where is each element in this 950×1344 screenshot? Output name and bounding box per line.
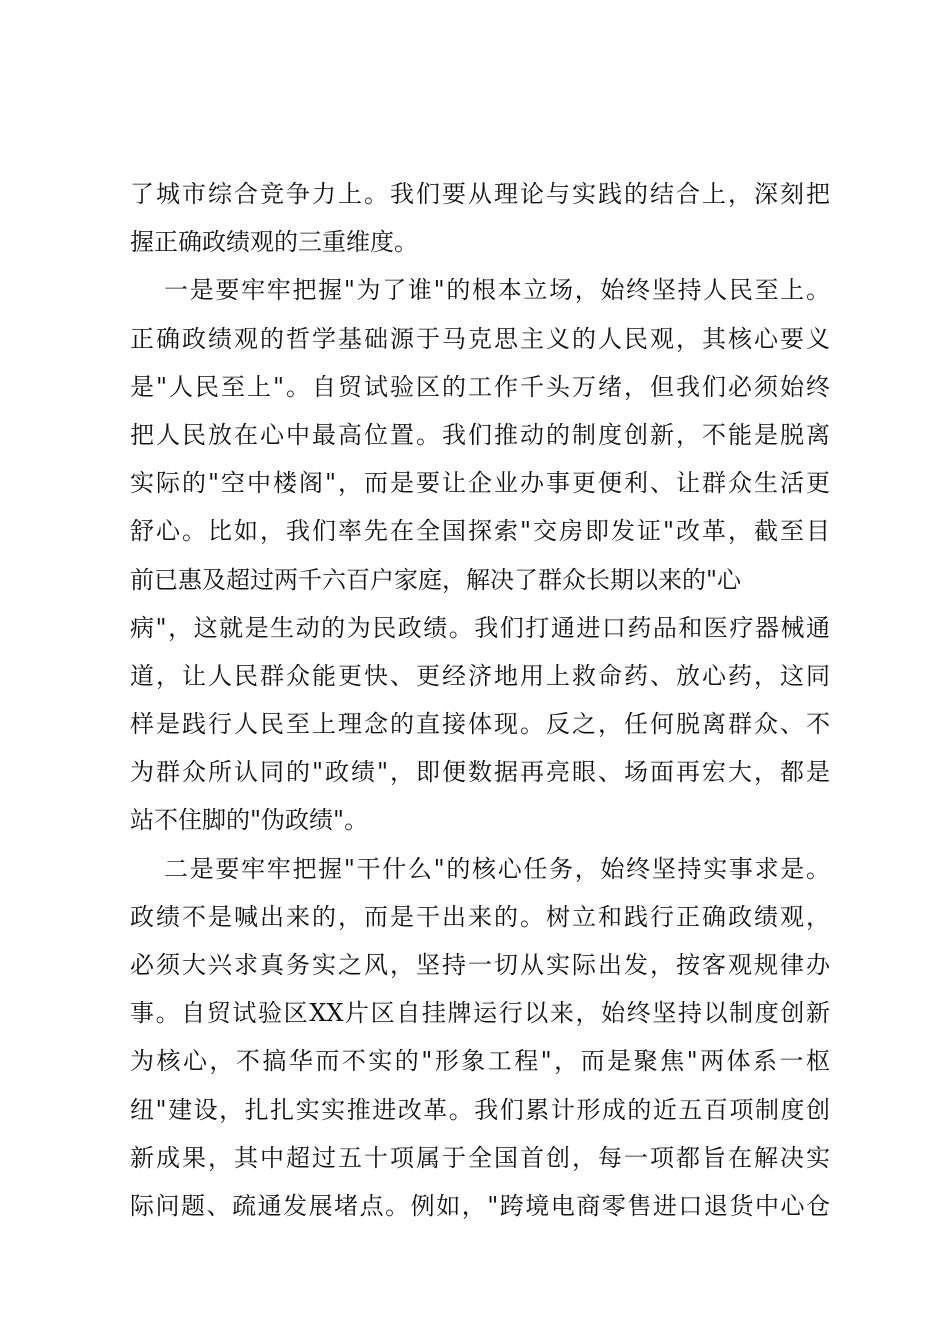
text-line: 是"人民至上"。自贸试验区的工作千头万绪，但我们必须始终 — [130, 372, 830, 401]
text-line: 站不住脚的"伪政绩"。 — [130, 806, 369, 835]
text-line: 正确政绩观的哲学基础源于马克思主义的人民观，其核心要义 — [130, 324, 830, 353]
text-line: 为群众所认同的"政绩"，即便数据再亮眼、场面再宏大，都是 — [130, 758, 830, 787]
body-text — [130, 170, 830, 1230]
text-line: 样是践行人民至上理念的直接体现。反之，任何脱离群众、不 — [130, 710, 830, 739]
text-line: 为核心，不搞华而不实的"形象工程"，而是聚焦"两体系一枢 — [130, 1047, 830, 1076]
text-line: 实际的"空中楼阁"，而是要让企业办事更便利、让群众生活更 — [130, 469, 830, 498]
text-line: 病"，这就是生动的为民政绩。我们打通进口药品和医疗器械通 — [130, 613, 830, 642]
text-line: 际问题、疏通发展堵点。例如，"跨境电商零售进口退货中心仓 — [130, 1191, 830, 1220]
text-line: 事。自贸试验区XX片区自挂牌运行以来，始终坚持以制度创新 — [130, 999, 830, 1028]
text-line: 前已惠及超过两千六百户家庭，解决了群众长期以来的"心 — [130, 565, 742, 594]
text-line: 道，让人民群众能更快、更经济地用上救命药、放心药，这同 — [130, 661, 830, 690]
text-line: 政绩不是喊出来的，而是干出来的。树立和践行正确政绩观， — [130, 902, 830, 931]
text-line: 握正确政绩观的三重维度。 — [130, 228, 418, 257]
text-line: 二是要牢牢把握"干什么"的核心任务，始终坚持实事求是。 — [164, 854, 830, 883]
text-line: 纽"建设，扎扎实实推进改革。我们累计形成的近五百项制度创 — [130, 1095, 830, 1124]
text-line: 舒心。比如，我们率先在全国探索"交房即发证"改革，截至目 — [130, 517, 830, 546]
text-line: 一是要牢牢把握"为了谁"的根本立场，始终坚持人民至上。 — [164, 276, 830, 305]
text-line: 了城市综合竞争力上。我们要从理论与实践的结合上，深刻把 — [130, 180, 830, 208]
text-line: 必须大兴求真务实之风，坚持一切从实际出发，按客观规律办 — [130, 951, 830, 979]
text-line: 新成果，其中超过五十项属于全国首创，每一项都旨在解决实 — [130, 1143, 830, 1172]
text-line: 把人民放在心中最高位置。我们推动的制度创新，不能是脱离 — [130, 420, 830, 449]
